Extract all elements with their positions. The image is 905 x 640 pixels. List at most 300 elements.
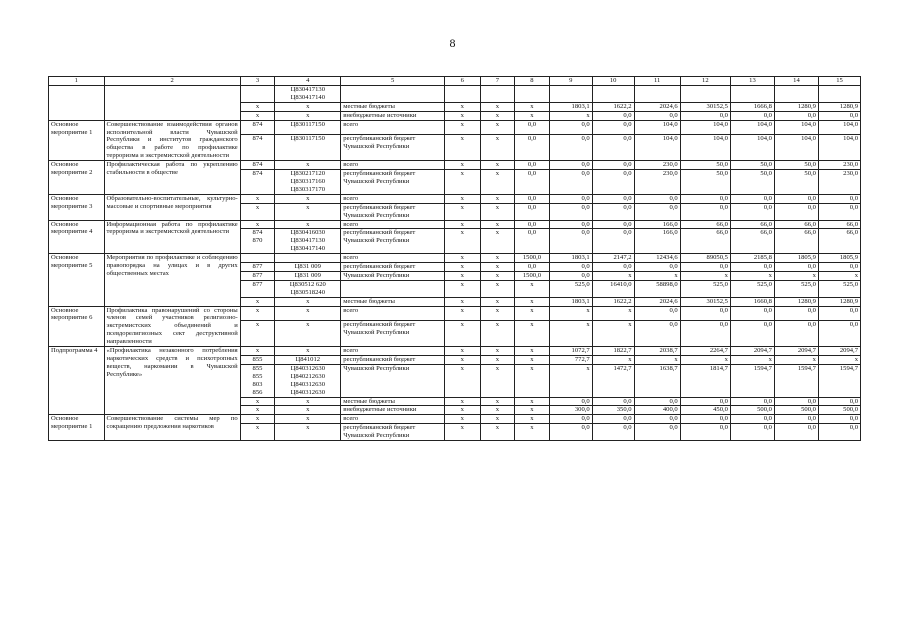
value-cell: 0,0 <box>818 415 860 424</box>
program-name-cell: Основное мероприятие 3 <box>49 194 105 220</box>
value-cell: 0,0 <box>515 203 550 220</box>
column-number-header: 6 <box>445 77 481 86</box>
value-cell: 0,0 <box>730 111 774 120</box>
value-cell <box>592 86 634 103</box>
value-cell: 1660,8 <box>730 297 774 306</box>
budget-class-code-cell: Ц841012 <box>275 356 341 365</box>
value-cell: x <box>515 320 550 347</box>
grbs-code-cell: 874 <box>240 170 275 195</box>
value-cell: x <box>480 120 515 134</box>
value-cell: 0,0 <box>774 306 818 320</box>
value-cell: 0,0 <box>818 320 860 347</box>
value-cell: x <box>592 320 634 347</box>
grbs-code-cell: x <box>240 220 275 229</box>
value-cell: 0,0 <box>515 134 550 161</box>
program-description-cell: Профилактика правонарушений со стороны членов семей участников религиозно-экстремистских объединений и псевдорелигиозных сект деструктивной направленности <box>104 306 240 347</box>
value-cell: 400,0 <box>634 406 680 415</box>
table-row <box>49 347 861 356</box>
grbs-code-cell: x <box>240 194 275 203</box>
value-cell: 525,0 <box>818 280 860 297</box>
grbs-code-cell: x <box>240 297 275 306</box>
value-cell: 12434,6 <box>634 254 680 263</box>
program-name-cell: Основное мероприятие 2 <box>49 161 105 195</box>
program-description-cell: Совершенствование системы мер по сокращению предложения наркотиков <box>104 415 240 441</box>
table-row <box>49 415 861 424</box>
value-cell: 0,0 <box>549 415 592 424</box>
value-cell: 104,0 <box>680 134 730 161</box>
column-number-header: 1 <box>49 77 105 86</box>
value-cell: 0,0 <box>515 194 550 203</box>
value-cell: 1666,8 <box>730 102 774 111</box>
value-cell: x <box>515 415 550 424</box>
value-cell: 0,0 <box>730 203 774 220</box>
value-cell: x <box>549 306 592 320</box>
value-cell: x <box>515 111 550 120</box>
value-cell: 0,0 <box>592 229 634 254</box>
program-description-cell: Мероприятия по профилактике и соблюдению правопорядка на улицах и в других общественных местах <box>104 254 240 306</box>
column-number-header: 15 <box>818 77 860 86</box>
value-cell: x <box>592 356 634 365</box>
value-cell: x <box>515 356 550 365</box>
budget-class-code-cell: Ц830117150 <box>275 134 341 161</box>
funding-source-cell: всего <box>341 220 445 229</box>
value-cell: 89050,5 <box>680 254 730 263</box>
value-cell: 0,0 <box>730 397 774 406</box>
value-cell: 0,0 <box>549 229 592 254</box>
value-cell: 1500,0 <box>515 271 550 280</box>
value-cell: 0,0 <box>549 263 592 272</box>
value-cell: 30152,5 <box>680 297 730 306</box>
budget-class-code-cell: Ц830117150 <box>275 120 341 134</box>
value-cell: 0,0 <box>549 194 592 203</box>
value-cell: 0,0 <box>774 397 818 406</box>
value-cell: 0,0 <box>774 320 818 347</box>
value-cell: x <box>480 170 515 195</box>
value-cell: x <box>445 306 481 320</box>
funding-source-cell: всего <box>341 120 445 134</box>
column-number-header: 10 <box>592 77 634 86</box>
value-cell: 1805,9 <box>818 254 860 263</box>
funding-source-cell: всего <box>341 161 445 170</box>
budget-class-code-cell: Ц830417130 Ц830417140 <box>275 86 341 103</box>
program-name-cell: Подпрограмма 4 <box>49 347 105 415</box>
funding-source-cell: всего <box>341 254 445 263</box>
value-cell: 525,0 <box>774 280 818 297</box>
value-cell: 0,0 <box>634 194 680 203</box>
value-cell: 0,0 <box>515 170 550 195</box>
budget-class-code-cell: Ц840312630 Ц840212630 Ц840312630 Ц840312630 <box>275 364 341 397</box>
grbs-code-cell: 877 <box>240 271 275 280</box>
grbs-code-cell: x <box>240 111 275 120</box>
budget-class-code-cell: Ц831 009 <box>275 263 341 272</box>
value-cell: 0,0 <box>730 263 774 272</box>
value-cell: 0,0 <box>774 194 818 203</box>
funding-source-cell: республиканский бюджет Чувашской Республики <box>341 170 445 195</box>
value-cell: 0,0 <box>680 320 730 347</box>
value-cell: 0,0 <box>592 111 634 120</box>
value-cell: 0,0 <box>818 306 860 320</box>
value-cell: 50,0 <box>680 170 730 195</box>
table-row <box>49 161 861 170</box>
value-cell: 104,0 <box>634 134 680 161</box>
value-cell: 66,0 <box>680 229 730 254</box>
value-cell: 2094,7 <box>818 347 860 356</box>
program-name-cell <box>49 86 105 121</box>
value-cell: 772,7 <box>549 356 592 365</box>
funding-source-cell: местные бюджеты <box>341 397 445 406</box>
column-number-header: 14 <box>774 77 818 86</box>
column-number-header: 2 <box>104 77 240 86</box>
value-cell: 1594,7 <box>774 364 818 397</box>
column-number-header: 13 <box>730 77 774 86</box>
value-cell: 50,0 <box>774 170 818 195</box>
value-cell: x <box>445 263 481 272</box>
value-cell: x <box>480 271 515 280</box>
value-cell: x <box>480 194 515 203</box>
value-cell: x <box>818 356 860 365</box>
value-cell: x <box>592 306 634 320</box>
value-cell: 2264,7 <box>680 347 730 356</box>
value-cell: x <box>515 406 550 415</box>
value-cell: x <box>774 356 818 365</box>
funding-source-cell: всего <box>341 194 445 203</box>
value-cell: 0,0 <box>634 320 680 347</box>
value-cell: x <box>549 364 592 397</box>
value-cell: x <box>445 271 481 280</box>
funding-source-cell: республиканский бюджет Чувашской Республики <box>341 134 445 161</box>
value-cell: 66,0 <box>680 220 730 229</box>
value-cell: 0,0 <box>818 397 860 406</box>
value-cell: 1500,0 <box>515 254 550 263</box>
value-cell: x <box>634 271 680 280</box>
value-cell: x <box>480 161 515 170</box>
value-cell: 0,0 <box>592 161 634 170</box>
value-cell: x <box>445 134 481 161</box>
value-cell: x <box>480 203 515 220</box>
funding-source-cell: всего <box>341 347 445 356</box>
grbs-code-cell: x <box>240 424 275 441</box>
value-cell <box>680 86 730 103</box>
value-cell: 0,0 <box>549 203 592 220</box>
value-cell: 0,0 <box>592 194 634 203</box>
value-cell: 104,0 <box>730 120 774 134</box>
value-cell: 350,0 <box>592 406 634 415</box>
value-cell <box>730 86 774 103</box>
value-cell: 0,0 <box>730 415 774 424</box>
value-cell: 0,0 <box>549 220 592 229</box>
value-cell: 0,0 <box>774 263 818 272</box>
value-cell: 0,0 <box>680 397 730 406</box>
column-number-row <box>49 77 861 86</box>
funding-source-cell: республиканский бюджет Чувашской Республики <box>341 229 445 254</box>
value-cell: 0,0 <box>549 397 592 406</box>
value-cell: x <box>515 364 550 397</box>
value-cell: 0,0 <box>592 170 634 195</box>
table-row <box>49 194 861 203</box>
value-cell: 0,0 <box>592 397 634 406</box>
value-cell: x <box>480 220 515 229</box>
value-cell: 500,0 <box>730 406 774 415</box>
value-cell: 2185,8 <box>730 254 774 263</box>
value-cell: x <box>515 102 550 111</box>
value-cell: x <box>549 111 592 120</box>
value-cell: x <box>480 306 515 320</box>
value-cell: 0,0 <box>592 220 634 229</box>
value-cell: 1280,9 <box>774 297 818 306</box>
value-cell: x <box>480 320 515 347</box>
value-cell: 66,0 <box>730 229 774 254</box>
grbs-code-cell: 855 <box>240 356 275 365</box>
value-cell: 0,0 <box>549 424 592 441</box>
table-row <box>49 254 861 263</box>
value-cell: 0,0 <box>592 263 634 272</box>
value-cell: 0,0 <box>774 203 818 220</box>
value-cell: 58898,0 <box>634 280 680 297</box>
value-cell: 2038,7 <box>634 347 680 356</box>
budget-table <box>48 76 861 441</box>
value-cell: 0,0 <box>680 263 730 272</box>
value-cell: x <box>445 406 481 415</box>
value-cell: 0,0 <box>634 306 680 320</box>
value-cell: 525,0 <box>549 280 592 297</box>
value-cell: 500,0 <box>774 406 818 415</box>
value-cell: 0,0 <box>680 194 730 203</box>
value-cell: x <box>480 406 515 415</box>
value-cell: 0,0 <box>680 306 730 320</box>
value-cell: 230,0 <box>818 170 860 195</box>
value-cell <box>445 86 481 103</box>
funding-source-cell: внебюджетные источники <box>341 406 445 415</box>
grbs-code-cell: x <box>240 397 275 406</box>
program-description-cell <box>104 86 240 121</box>
value-cell: 66,0 <box>818 229 860 254</box>
value-cell: 166,0 <box>634 229 680 254</box>
value-cell: 0,0 <box>818 194 860 203</box>
funding-source-cell: всего <box>341 415 445 424</box>
budget-class-code-cell: Ц830217120 Ц830317160 Ц830317170 <box>275 170 341 195</box>
value-cell: 300,0 <box>549 406 592 415</box>
program-description-cell: Образовательно-воспитательные, культурно-массовые и спортивные мероприятия <box>104 194 240 220</box>
budget-class-code-cell: x <box>275 347 341 356</box>
value-cell: 1072,7 <box>549 347 592 356</box>
value-cell: 0,0 <box>549 170 592 195</box>
funding-source-cell: республиканский бюджет <box>341 263 445 272</box>
value-cell: 1803,1 <box>549 297 592 306</box>
value-cell: 1805,9 <box>774 254 818 263</box>
value-cell: x <box>445 397 481 406</box>
value-cell: 0,0 <box>818 263 860 272</box>
value-cell: 1803,1 <box>549 102 592 111</box>
value-cell: 104,0 <box>774 134 818 161</box>
value-cell: 1622,2 <box>592 102 634 111</box>
value-cell: x <box>480 263 515 272</box>
value-cell: x <box>480 229 515 254</box>
value-cell: 1638,7 <box>634 364 680 397</box>
grbs-code-cell: 877 <box>240 280 275 297</box>
value-cell: 0,0 <box>515 161 550 170</box>
value-cell <box>818 86 860 103</box>
value-cell: x <box>592 271 634 280</box>
value-cell <box>634 86 680 103</box>
value-cell: 1822,7 <box>592 347 634 356</box>
value-cell: 104,0 <box>730 134 774 161</box>
value-cell: 450,0 <box>680 406 730 415</box>
grbs-code-cell: x <box>240 102 275 111</box>
budget-class-code-cell: x <box>275 161 341 170</box>
value-cell: 2024,6 <box>634 297 680 306</box>
funding-source-cell: местные бюджеты <box>341 102 445 111</box>
funding-source-cell <box>341 86 445 103</box>
value-cell: 1280,9 <box>774 102 818 111</box>
program-name-cell: Основное мероприятие 5 <box>49 254 105 306</box>
value-cell: x <box>634 356 680 365</box>
value-cell: x <box>480 254 515 263</box>
value-cell: 104,0 <box>680 120 730 134</box>
funding-source-cell: внебюджетные источники <box>341 111 445 120</box>
value-cell: x <box>445 203 481 220</box>
value-cell <box>774 86 818 103</box>
grbs-code-cell: x <box>240 203 275 220</box>
value-cell: x <box>774 271 818 280</box>
value-cell: 0,0 <box>730 424 774 441</box>
grbs-code-cell: 855 855 803 856 <box>240 364 275 397</box>
value-cell: x <box>445 120 481 134</box>
funding-source-cell: республиканский бюджет Чувашской Республики <box>341 320 445 347</box>
program-description-cell: «Профилактика незаконного потребления наркотических средств и психотропных веществ, наркомании в Чувашской Республике» <box>104 347 240 415</box>
value-cell: 104,0 <box>818 120 860 134</box>
value-cell: 0,0 <box>634 263 680 272</box>
value-cell: 525,0 <box>680 280 730 297</box>
value-cell: 0,0 <box>515 120 550 134</box>
value-cell: 1622,2 <box>592 297 634 306</box>
column-number-header: 3 <box>240 77 275 86</box>
value-cell: x <box>730 271 774 280</box>
value-cell: 0,0 <box>774 415 818 424</box>
value-cell: x <box>680 271 730 280</box>
value-cell: x <box>445 102 481 111</box>
value-cell: 1280,9 <box>818 297 860 306</box>
value-cell: 50,0 <box>730 161 774 170</box>
value-cell: 30152,5 <box>680 102 730 111</box>
value-cell: x <box>445 364 481 397</box>
program-name-cell: Основное мероприятие 1 <box>49 415 105 441</box>
funding-source-cell: республиканский бюджет Чувашской Республики <box>341 424 445 441</box>
value-cell: 0,0 <box>680 415 730 424</box>
budget-class-code-cell: x <box>275 220 341 229</box>
value-cell: 0,0 <box>730 320 774 347</box>
funding-source-cell: местные бюджеты <box>341 297 445 306</box>
value-cell <box>515 86 550 103</box>
value-cell: 0,0 <box>774 424 818 441</box>
value-cell: 2147,2 <box>592 254 634 263</box>
value-cell: 230,0 <box>818 161 860 170</box>
value-cell: 0,0 <box>515 229 550 254</box>
budget-class-code-cell: x <box>275 203 341 220</box>
budget-class-code-cell: x <box>275 397 341 406</box>
value-cell: 0,0 <box>549 120 592 134</box>
grbs-code-cell <box>240 254 275 263</box>
value-cell: 50,0 <box>680 161 730 170</box>
value-cell: 1814,7 <box>680 364 730 397</box>
value-cell: x <box>445 356 481 365</box>
value-cell: x <box>480 102 515 111</box>
grbs-code-cell: x <box>240 406 275 415</box>
budget-class-code-cell: x <box>275 297 341 306</box>
value-cell: 50,0 <box>730 170 774 195</box>
value-cell: x <box>549 320 592 347</box>
value-cell: 0,0 <box>515 263 550 272</box>
value-cell: 0,0 <box>549 271 592 280</box>
value-cell: 66,0 <box>774 229 818 254</box>
value-cell: 104,0 <box>774 120 818 134</box>
value-cell: x <box>480 111 515 120</box>
column-number-header: 9 <box>549 77 592 86</box>
value-cell <box>480 86 515 103</box>
value-cell: 0,0 <box>549 134 592 161</box>
value-cell: 0,0 <box>680 111 730 120</box>
grbs-code-cell: x <box>240 320 275 347</box>
page-number: 8 <box>449 36 456 50</box>
value-cell: 104,0 <box>634 120 680 134</box>
value-cell: 0,0 <box>774 111 818 120</box>
value-cell: x <box>480 280 515 297</box>
value-cell: x <box>445 170 481 195</box>
value-cell: x <box>515 347 550 356</box>
grbs-code-cell: 874 870 <box>240 229 275 254</box>
value-cell: 0,0 <box>818 203 860 220</box>
value-cell: 0,0 <box>634 397 680 406</box>
value-cell: x <box>445 415 481 424</box>
grbs-code-cell: 874 <box>240 161 275 170</box>
value-cell: 0,0 <box>730 306 774 320</box>
value-cell: 0,0 <box>592 415 634 424</box>
value-cell: x <box>445 297 481 306</box>
value-cell: x <box>730 356 774 365</box>
grbs-code-cell: 877 <box>240 263 275 272</box>
budget-class-code-cell: Ц830416030 Ц830417130 Ц830417140 <box>275 229 341 254</box>
budget-class-code-cell: x <box>275 320 341 347</box>
program-name-cell: Основное мероприятие 4 <box>49 220 105 254</box>
value-cell: 0,0 <box>680 203 730 220</box>
value-cell: 0,0 <box>818 424 860 441</box>
budget-class-code-cell: Ц830512 620 Ц830518240 <box>275 280 341 297</box>
budget-class-code-cell: x <box>275 306 341 320</box>
value-cell: 0,0 <box>634 203 680 220</box>
program-name-cell: Основное мероприятие 1 <box>49 120 105 161</box>
table-body <box>49 77 861 441</box>
value-cell: 2094,7 <box>730 347 774 356</box>
value-cell: 230,0 <box>634 170 680 195</box>
column-number-header: 5 <box>341 77 445 86</box>
value-cell: x <box>480 356 515 365</box>
value-cell: x <box>445 320 481 347</box>
value-cell: x <box>445 424 481 441</box>
value-cell: 1472,7 <box>592 364 634 397</box>
program-description-cell: Информационная работа по профилактике терроризма и экстремистской деятельности <box>104 220 240 254</box>
table-row <box>49 120 861 134</box>
value-cell: x <box>480 134 515 161</box>
value-cell: x <box>515 424 550 441</box>
value-cell: x <box>480 364 515 397</box>
grbs-code-cell: 874 <box>240 134 275 161</box>
value-cell: x <box>515 397 550 406</box>
value-cell: x <box>480 397 515 406</box>
table-row <box>49 86 861 103</box>
budget-class-code-cell: x <box>275 111 341 120</box>
budget-class-code-cell: x <box>275 415 341 424</box>
column-number-header: 8 <box>515 77 550 86</box>
value-cell: 0,0 <box>730 194 774 203</box>
